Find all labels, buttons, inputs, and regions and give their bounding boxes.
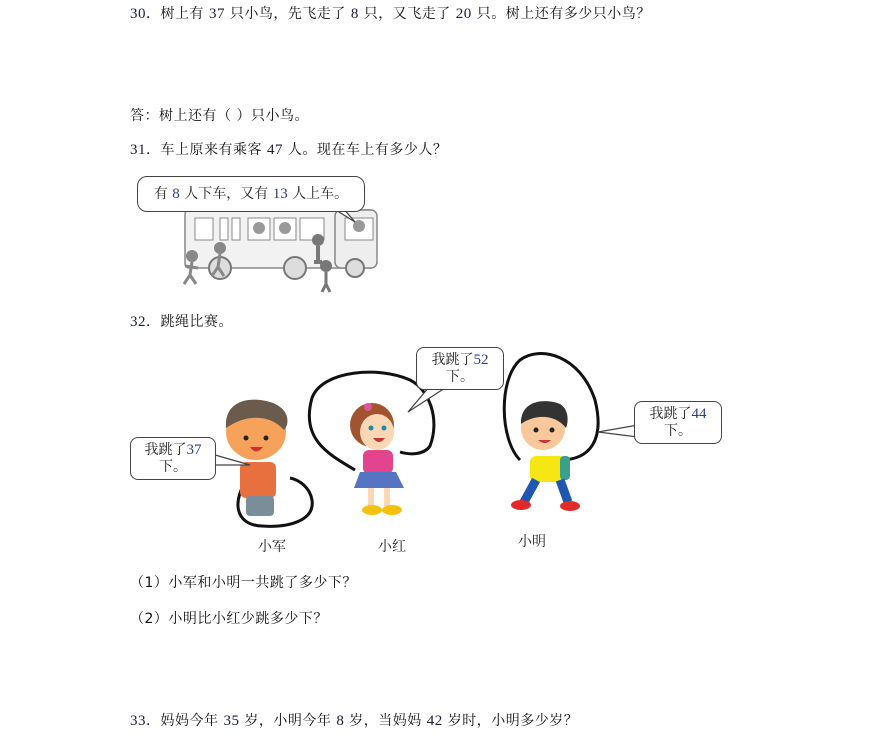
number: 35 (223, 713, 240, 729)
number: 20 (455, 6, 472, 22)
question-33 (130, 712, 578, 730)
number: 8 (172, 186, 180, 202)
text: 人。现在车上有多少人？ (282, 142, 448, 158)
number: 52 (473, 352, 489, 368)
text: 只小鸟，先飞走了 (224, 6, 351, 22)
name-xiaojun: 小军 (258, 539, 286, 555)
text: 只。树上还有多少只小鸟？ (471, 6, 651, 22)
text: 有 (153, 186, 173, 202)
text: ．树上有 (146, 6, 209, 22)
xiaoming-speech-bubble (634, 401, 722, 444)
number: 13 (272, 186, 288, 202)
number: 8 (336, 713, 345, 729)
number: 42 (426, 713, 443, 729)
question-32-part-1: （1）小军和小明一共跳了多少下？ (130, 575, 357, 591)
text: 人下车，又有 (179, 186, 273, 202)
text: 只，又飞走了 (358, 6, 456, 22)
text: 人上车。 (287, 186, 349, 202)
question-number: 31 (130, 142, 146, 158)
name-xiaoming: 小明 (518, 534, 546, 550)
text: ．妈妈今年 (146, 713, 224, 729)
number: 37 (186, 442, 202, 458)
text: 我跳了 (649, 406, 692, 422)
xiaohong-speech-bubble (416, 347, 504, 390)
text: 下。 (446, 369, 474, 385)
question-32-part-2: （2）小明比小红少跳多少下？ (130, 611, 328, 627)
text: ．车上原来有乘客 (146, 142, 267, 158)
question-number: 30 (130, 6, 146, 22)
number: 37 (208, 6, 225, 22)
text: 下。 (159, 459, 187, 475)
number: 47 (266, 142, 283, 158)
text: 下。 (664, 423, 692, 439)
question-number: 32 (130, 314, 146, 330)
question-number: 33 (130, 713, 146, 729)
text: 岁，当妈妈 (344, 713, 427, 729)
text: 岁，小明今年 (239, 713, 337, 729)
text: 岁时，小明多少岁？ (442, 713, 579, 729)
answer-30: 答：树上还有（ ）只小鸟。 (130, 108, 309, 124)
number: 44 (691, 406, 707, 422)
name-xiaohong: 小红 (378, 539, 406, 555)
number: 8 (350, 6, 359, 22)
text: 我跳了 (144, 442, 187, 458)
xiaojun-speech-bubble (130, 437, 216, 480)
text: ．跳绳比赛。 (146, 314, 233, 330)
text: 我跳了 (431, 352, 474, 368)
